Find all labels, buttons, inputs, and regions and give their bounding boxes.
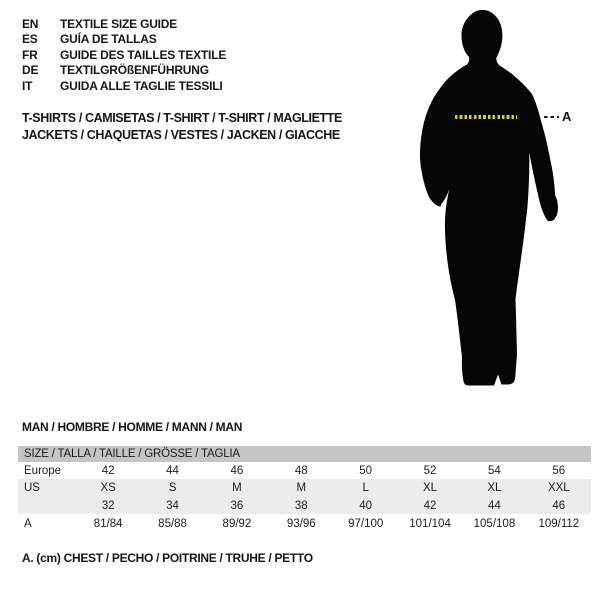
language-code: DE	[22, 63, 39, 78]
size-cell: XS	[100, 482, 116, 494]
row-label: A	[24, 517, 32, 530]
language-list	[22, 17, 226, 94]
size-cell: 36	[230, 499, 244, 512]
size-cell: XL	[487, 482, 502, 494]
table-row-us	[18, 479, 591, 497]
size-cell: M	[296, 482, 307, 494]
garment-categories	[22, 110, 342, 144]
table-row-europe	[18, 462, 591, 479]
row-label: US	[24, 482, 40, 494]
size-cell: 50	[359, 464, 373, 477]
language-row-en	[22, 17, 226, 32]
size-cell: 38	[294, 499, 308, 512]
section-title-man: MAN / HOMBRE / HOMME / MANN / MAN	[22, 420, 243, 434]
man-figure	[410, 5, 595, 395]
language-label: TEXTILGRÖßENFÜHRUNG	[60, 63, 209, 78]
language-code: ES	[22, 32, 38, 47]
size-table-header: SIZE / TALLA / TAILLE / GRÖSSE / TAGLIA	[18, 446, 591, 462]
size-cell: 46	[552, 499, 566, 512]
size-cell: 46	[230, 464, 244, 477]
size-cell: L	[362, 482, 369, 494]
size-cell: 40	[359, 499, 373, 512]
language-row-es	[22, 32, 226, 47]
size-cell: 101/104	[409, 517, 451, 530]
size-table	[18, 446, 591, 533]
language-label: GUIDE DES TAILLES TEXTILE	[60, 47, 227, 62]
size-cell: 52	[423, 464, 437, 477]
language-row-it	[22, 79, 226, 94]
size-cell: 85/88	[158, 517, 187, 530]
man-silhouette	[410, 5, 570, 395]
row-label: Europe	[24, 464, 62, 477]
size-cell: 42	[423, 499, 437, 512]
chest-measure-dotted-line	[455, 115, 517, 119]
language-code: EN	[22, 17, 39, 31]
size-cell: XL	[423, 482, 438, 494]
size-cell: 81/84	[93, 517, 123, 530]
table-row-chest-cm	[18, 514, 591, 533]
language-code: IT	[22, 78, 33, 93]
category-tshirts: T-SHIRTS / CAMISETAS / T-SHIRT / T-SHIRT / MAGLIETTE	[22, 111, 342, 125]
size-cell: 44	[166, 464, 179, 477]
size-cell: 34	[166, 499, 179, 512]
language-row-de	[22, 63, 226, 78]
size-cell: 44	[488, 499, 501, 512]
size-cell: 89/92	[222, 517, 252, 530]
size-cell: 54	[488, 464, 501, 477]
language-label: GUÍA DE TALLAS	[60, 32, 157, 47]
size-cell: 56	[552, 464, 566, 477]
size-cell: 105/108	[473, 517, 516, 530]
table-row-us-numeric	[18, 497, 591, 514]
size-cell: XXL	[547, 482, 570, 494]
category-jackets: JACKETS / CHAQUETAS / VESTES / JACKEN / GIACCHE	[22, 128, 340, 142]
language-code: FR	[22, 47, 38, 62]
size-cell: 109/112	[538, 517, 580, 530]
size-cell: 97/100	[348, 517, 384, 530]
language-row-fr	[22, 48, 226, 63]
size-cell: S	[168, 482, 177, 494]
size-cell: 32	[101, 499, 115, 512]
measure-label-a: A	[562, 109, 572, 124]
size-cell: M	[232, 482, 242, 494]
size-cell: 93/96	[286, 517, 316, 530]
language-label: TEXTILE SIZE GUIDE	[60, 17, 178, 31]
measurement-footnote: A. (cm) CHEST / PECHO / POITRINE / TRUHE / PETTO	[22, 551, 313, 565]
language-label: GUIDA ALLE TAGLIE TESSILI	[60, 78, 223, 93]
size-cell: 42	[101, 464, 115, 477]
measure-callout-dashes	[544, 116, 559, 118]
size-cell: 48	[294, 464, 308, 477]
